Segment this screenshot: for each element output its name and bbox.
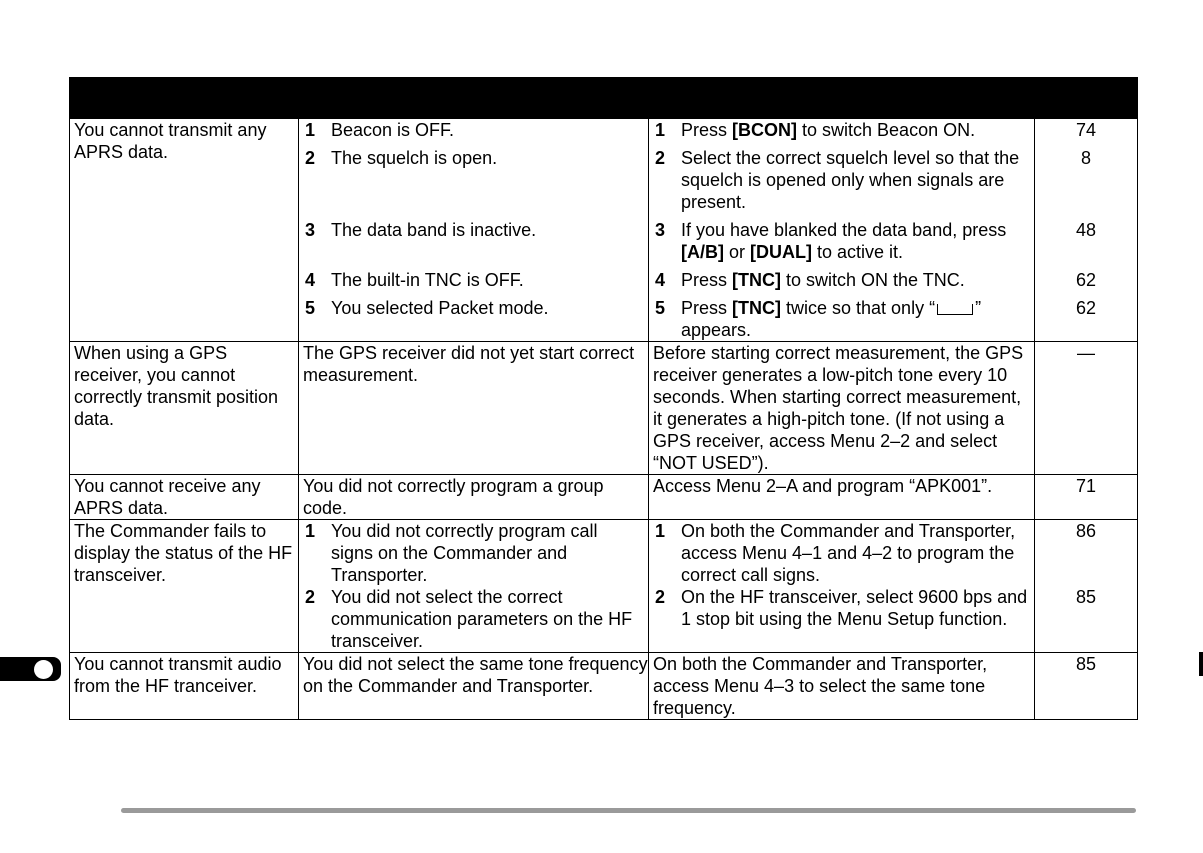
cause-cell: The GPS receiver did not yet start correct measurement. bbox=[299, 342, 649, 475]
page-ref: 62 bbox=[1075, 270, 1097, 290]
page-ref: 8 bbox=[1080, 148, 1091, 168]
page-ref-cell bbox=[1035, 520, 1138, 653]
table-row bbox=[70, 475, 1138, 520]
list-item: 2 You did not select the correct communication parameters on the HF transceiver. bbox=[305, 587, 633, 651]
list-item: 4 Press [TNC] to switch ON the TNC. bbox=[655, 270, 965, 290]
header-solution bbox=[649, 78, 1035, 119]
solution-cell bbox=[649, 520, 1035, 653]
cause-cell bbox=[299, 520, 649, 653]
key-bcon: [BCON] bbox=[732, 120, 798, 140]
troubleshooting-table bbox=[69, 77, 1138, 720]
list-item: 5 You selected Packet mode. bbox=[305, 298, 549, 318]
table-row bbox=[70, 342, 1138, 475]
list-item: 3 The data band is inactive. bbox=[305, 220, 537, 240]
key-tnc: [TNC] bbox=[732, 298, 781, 318]
problem-cell: The Commander fails to display the status of the HF transceiver. bbox=[70, 520, 299, 653]
page-ref-cell bbox=[1035, 119, 1138, 342]
list-item: 2 Select the correct squelch level so that the squelch is opened only when signals are present. bbox=[655, 148, 1020, 212]
list-item: 1 Beacon is OFF. bbox=[305, 120, 455, 140]
cause-cell: You did not select the same tone frequency on the Commander and Transporter. bbox=[299, 653, 649, 720]
list-item: 1 Press [BCON] to switch Beacon ON. bbox=[655, 120, 976, 140]
page-ref-cell: — bbox=[1035, 342, 1138, 475]
list-item: 4 The built-in TNC is OFF. bbox=[305, 270, 524, 290]
table-header-row bbox=[70, 78, 1138, 119]
problem-cell: You cannot receive any APRS data. bbox=[70, 475, 299, 520]
solution-cell: Access Menu 2–A and program “APK001”. bbox=[649, 475, 1035, 520]
edge-mark bbox=[1199, 652, 1203, 676]
chapter-dot-icon bbox=[34, 660, 53, 679]
page-ref-cell: 85 bbox=[1035, 653, 1138, 720]
solution-cell: Before starting correct measurement, the GPS receiver generates a low-pitch tone every 10 seconds. When starting correct measurement, it generates a high-pitch tone. (If not using a GPS receiver, access Menu 2–2 and select “NOT USED”). bbox=[649, 342, 1035, 475]
header-cause bbox=[299, 78, 649, 119]
list-item: 3 If you have blanked the data band, press [A/B] or [DUAL] to active it. bbox=[655, 220, 1007, 262]
page-ref: 48 bbox=[1075, 220, 1097, 240]
page-ref-cell: 71 bbox=[1035, 475, 1138, 520]
key-tnc: [TNC] bbox=[732, 270, 781, 290]
page-ref: 62 bbox=[1075, 298, 1097, 318]
table-row bbox=[70, 520, 1138, 653]
table-row bbox=[70, 119, 1138, 342]
list-item: 2 On the HF transceiver, select 9600 bps and 1 stop bit using the Menu Setup function. bbox=[655, 587, 1028, 629]
page-ref: 74 bbox=[1075, 120, 1097, 140]
packet-indicator-icon bbox=[937, 304, 973, 315]
list-item: 1 You did not correctly program call signs on the Commander and Transporter. bbox=[305, 521, 598, 585]
solution-cell bbox=[649, 119, 1035, 342]
list-item: 2 The squelch is open. bbox=[305, 148, 498, 168]
key-ab: [A/B] bbox=[681, 242, 724, 262]
footer-rule bbox=[121, 808, 1136, 813]
problem-cell: When using a GPS receiver, you cannot correctly transmit position data. bbox=[70, 342, 299, 475]
solution-cell: On both the Commander and Transporter, access Menu 4–3 to select the same tone frequency. bbox=[649, 653, 1035, 720]
cause-cell: You did not correctly program a group code. bbox=[299, 475, 649, 520]
page-ref: 85 bbox=[1075, 587, 1097, 607]
cause-cell bbox=[299, 119, 649, 342]
key-dual: [DUAL] bbox=[750, 242, 812, 262]
list-item: 1 On both the Commander and Transporter, access Menu 4–1 and 4–2 to program the correct call signs. bbox=[655, 521, 1016, 585]
list-item: 5 Press [TNC] twice so that only “ ” appears. bbox=[655, 298, 982, 340]
problem-cell: You cannot transmit any APRS data. bbox=[70, 119, 299, 342]
table-row bbox=[70, 653, 1138, 720]
header-problem bbox=[70, 78, 299, 119]
chapter-tab bbox=[0, 657, 61, 681]
header-page bbox=[1035, 78, 1138, 119]
page-ref: 86 bbox=[1075, 521, 1097, 541]
problem-cell: You cannot transmit audio from the HF tranceiver. bbox=[70, 653, 299, 720]
